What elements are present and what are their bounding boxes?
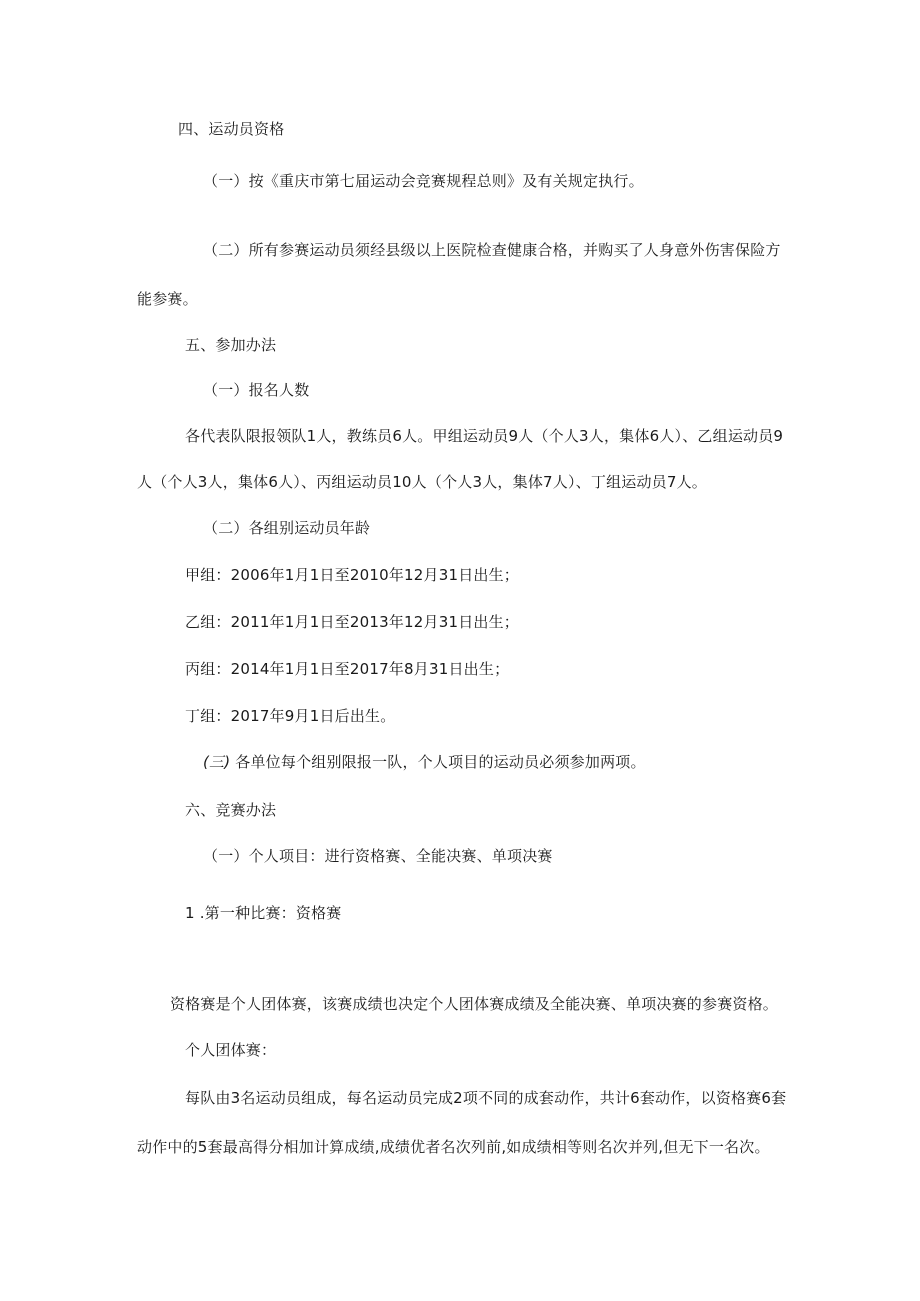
individual-events-title: （一）个人项目：进行资格赛、全能决赛、单项决赛 — [203, 847, 553, 865]
registration-count-title: （一）报名人数 — [203, 381, 310, 399]
qualification-item-2-line-2: 能参赛。 — [137, 290, 198, 308]
age-group-c: 丙组：2014年1月1日至2017年8月31日出生； — [185, 660, 510, 678]
qualification-item-2-line-1: （二）所有参赛运动员须经县级以上医院检查健康合格，并购买了人身意外伤害保险方 — [203, 241, 781, 259]
age-groups-title: （二）各组别运动员年龄 — [203, 519, 371, 537]
section-heading-athlete-qualification: 四、运动员资格 — [178, 120, 285, 138]
first-competition-item: 1 .第一种比赛：资格赛 — [185, 904, 342, 922]
registration-count-line-1: 各代表队限报领队1人，教练员6人。甲组运动员9人（个人3人，集体6人）、乙组运动员9 — [185, 427, 784, 445]
qualification-round-paragraph: 资格赛是个人团体赛，该赛成绩也决定个人团体赛成绩及全能决赛、单项决赛的参赛资格。 — [170, 995, 779, 1013]
age-group-a: 甲组：2006年1月1日至2010年12月31日出生； — [185, 566, 520, 584]
section-heading-competition: 六、竞赛办法 — [185, 801, 277, 819]
age-group-b: 乙组：2011年1月1日至2013年12月31日出生； — [185, 613, 520, 631]
section-heading-participation: 五、参加办法 — [185, 336, 277, 354]
team-competition-line-2: 动作中的5套最高得分相加计算成绩,成绩优者名次列前,如成绩相等则名次并列,但无下一名次。 — [137, 1138, 770, 1156]
age-group-d: 丁组：2017年9月1日后出生。 — [185, 707, 396, 725]
team-limit-marker: (三) — [203, 753, 231, 771]
team-limit-rule — [203, 752, 646, 772]
qualification-item-1: （一）按《重庆市第七届运动会竞赛规程总则》及有关规定执行。 — [203, 172, 644, 190]
team-competition-title: 个人团体赛： — [185, 1041, 277, 1059]
team-competition-line-1: 每队由3名运动员组成，每名运动员完成2项不同的成套动作，共计6套动作，以资格赛6套 — [185, 1089, 787, 1107]
team-limit-text: 各单位每个组别限报一队，个人项目的运动员必须参加两项。 — [235, 753, 646, 771]
registration-count-line-2: 人（个人3人，集体6人）、丙组运动员10人（个人3人，集体7人）、丁组运动员7人。 — [137, 473, 708, 491]
